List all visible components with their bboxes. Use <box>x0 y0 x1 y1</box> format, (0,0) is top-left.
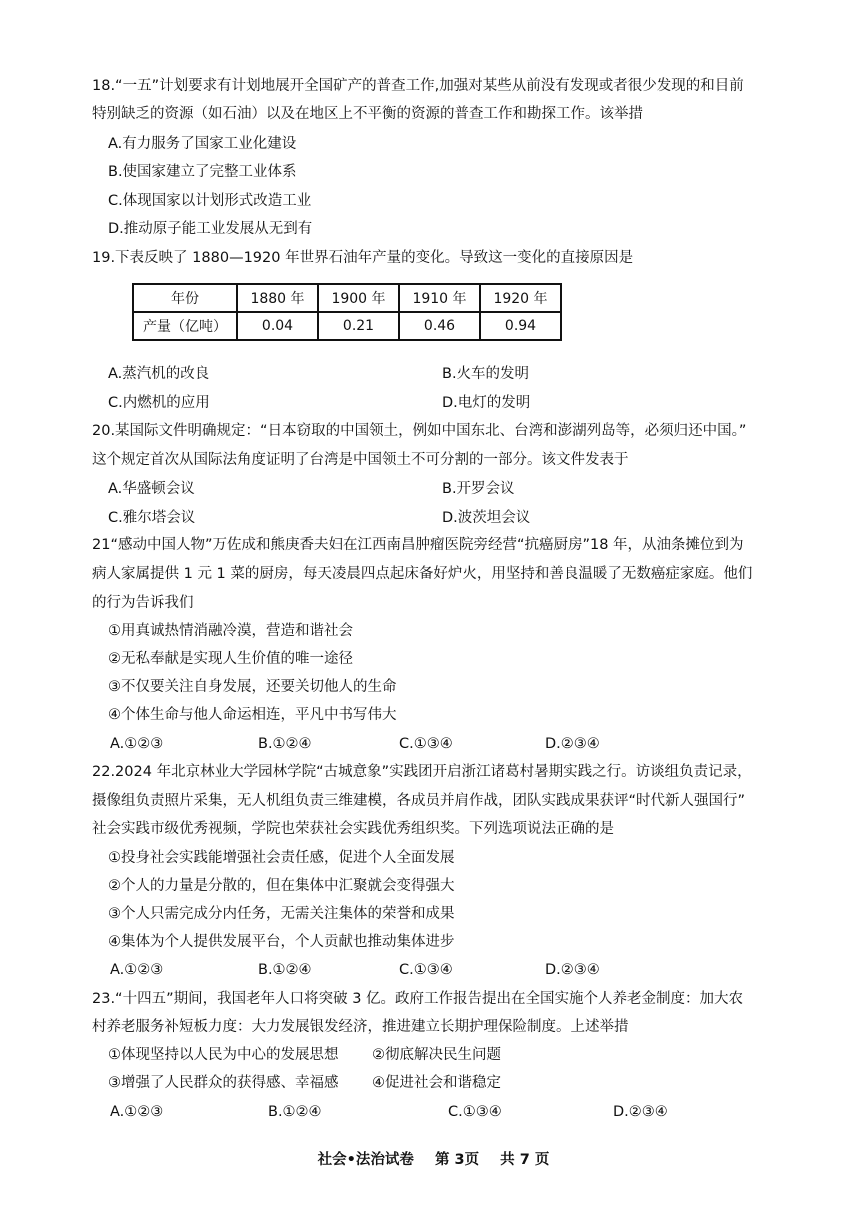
table-header-cell: 1910 年 <box>399 284 480 312</box>
q23-stem-line2: 村养老服务补短板力度：大力发展银发经济，推进建立长期护理保险制度。上述举措 <box>92 1019 629 1035</box>
q22-stem-line1: 22.2024 年北京林业大学园林学院“古城意象”实践团开启浙江诸葛村暑期实践之行。访谈组负责记录， <box>92 764 752 780</box>
q21-option-b: B.①②④ <box>258 736 312 752</box>
q21-item-2: ②无私奉献是实现人生价值的唯一途径 <box>108 651 353 667</box>
q23-options-row <box>0 1102 867 1122</box>
q23-stem-line1: 23.“十四五”期间，我国老年人口将突破 3 亿。政府工作报告提出在全国实施个人养老金制度：加大农 <box>92 991 744 1007</box>
q19-option-d: D.电灯的发明 <box>442 395 531 411</box>
q22-options-row <box>0 960 867 980</box>
q19-option-a: A.蒸汽机的改良 <box>108 366 210 382</box>
footer-subject: 社会•法治试卷 <box>317 1152 414 1168</box>
q18-stem-line2: 特别缺乏的资源（如石油）以及在地区上不平衡的资源的普查工作和勘探工作。该举措 <box>92 106 643 122</box>
q23-item-3: ③增强了人民群众的获得感、幸福感 <box>108 1075 339 1091</box>
q21-stem-line1: 21“感动中国人物”万佐成和熊庚香夫妇在江西南昌肿瘤医院旁经营“抗癌厨房”18 年，从油条摊位到为 <box>92 537 744 553</box>
q21-item-3: ③不仅要关注自身发展，还要关切他人的生命 <box>108 679 397 695</box>
q22-stem-line3: 社会实践市级优秀视频，学院也荣获社会实践优秀组织奖。下列选项说法正确的是 <box>92 821 614 837</box>
q23-option-b: B.①②④ <box>268 1104 322 1120</box>
table-header-cell: 1920 年 <box>480 284 561 312</box>
q22-option-c: C.①③④ <box>399 962 453 978</box>
q20-option-b: B.开罗会议 <box>442 481 515 497</box>
q20-option-d: D.波茨坦会议 <box>442 510 531 526</box>
q18-option-b: B.使国家建立了完整工业体系 <box>108 164 297 180</box>
q18-option-c: C.体现国家以计划形式改造工业 <box>108 193 312 209</box>
q23-option-c: C.①③④ <box>448 1104 502 1120</box>
q22-item-1: ①投身社会实践能增强社会责任感，促进个人全面发展 <box>108 850 455 866</box>
table-cell: 0.04 <box>237 312 318 340</box>
q21-option-a: A.①②③ <box>110 736 164 752</box>
table-header-cell: 年份 <box>133 284 237 312</box>
q19-option-c: C.内燃机的应用 <box>108 395 210 411</box>
q23-option-d: D.②③④ <box>613 1104 668 1120</box>
q21-stem-line3: 的行为告诉我们 <box>92 595 194 611</box>
q21-option-c: C.①③④ <box>399 736 453 752</box>
q23-item-2: ②彻底解决民生问题 <box>372 1047 501 1063</box>
q18-option-a: A.有力服务了国家工业化建设 <box>108 136 297 152</box>
q22-option-d: D.②③④ <box>545 962 600 978</box>
q19-option-b: B.火车的发明 <box>442 366 530 382</box>
q21-options-row <box>0 734 867 754</box>
q22-option-a: A.①②③ <box>110 962 164 978</box>
footer-total-pages: 共 7 页 <box>500 1152 550 1168</box>
q23-item-4: ④促进社会和谐稳定 <box>372 1075 501 1091</box>
q21-option-d: D.②③④ <box>545 736 600 752</box>
q22-item-4: ④集体为个人提供发展平台，个人贡献也推动集体进步 <box>108 934 455 950</box>
q22-stem-line2: 摄像组负责照片采集，无人机组负责三维建模，各成员并肩作战，团队实践成果获评“时代新人强国行” <box>92 793 746 809</box>
oil-production-table <box>132 283 562 341</box>
q23-option-a: A.①②③ <box>110 1104 164 1120</box>
q21-item-1: ①用真诚热情消融冷漠，营造和谐社会 <box>108 623 353 639</box>
q19-stem-line1: 19.下表反映了 1880—1920 年世界石油年产量的变化。导致这一变化的直接原因是 <box>92 250 634 266</box>
q20-stem-line1: 20.某国际文件明确规定：“日本窃取的中国领土，例如中国东北、台湾和澎湖列岛等，必须归还中国。” <box>92 423 747 439</box>
q22-option-b: B.①②④ <box>258 962 312 978</box>
table-cell: 0.94 <box>480 312 561 340</box>
q22-item-3: ③个人只需完成分内任务，无需关注集体的荣誉和成果 <box>108 906 455 922</box>
table-cell: 0.46 <box>399 312 480 340</box>
table-row <box>133 312 561 340</box>
footer-page-number: 第 3页 <box>434 1152 480 1168</box>
table-cell: 0.21 <box>318 312 399 340</box>
q20-stem-line2: 这个规定首次从国际法角度证明了台湾是中国领土不可分割的一部分。该文件发表于 <box>92 452 629 468</box>
table-header-cell: 1900 年 <box>318 284 399 312</box>
q20-option-a: A.华盛顿会议 <box>108 481 195 497</box>
table-header-cell: 1880 年 <box>237 284 318 312</box>
table-cell: 产量（亿吨） <box>133 312 237 340</box>
q20-option-c: C.雅尔塔会议 <box>108 510 196 526</box>
page-footer <box>0 1148 867 1169</box>
q22-item-2: ②个人的力量是分散的，但在集体中汇聚就会变得强大 <box>108 878 455 894</box>
q23-item-1: ①体现坚持以人民为中心的发展思想 <box>108 1047 339 1063</box>
q21-item-4: ④个体生命与他人命运相连，平凡中书写伟大 <box>108 707 397 723</box>
table-header-row <box>133 284 561 312</box>
q21-stem-line2: 病人家属提供 1 元 1 菜的厨房，每天凌晨四点起床备好炉火，用坚持和善良温暖了无数癌症家庭。他们 <box>92 566 753 582</box>
q18-option-d: D.推动原子能工业发展从无到有 <box>108 221 313 237</box>
q18-stem-line1: 18.“一五”计划要求有计划地展开全国矿产的普查工作,加强对某些从前没有发现或者很少发现的和目前 <box>92 78 744 94</box>
